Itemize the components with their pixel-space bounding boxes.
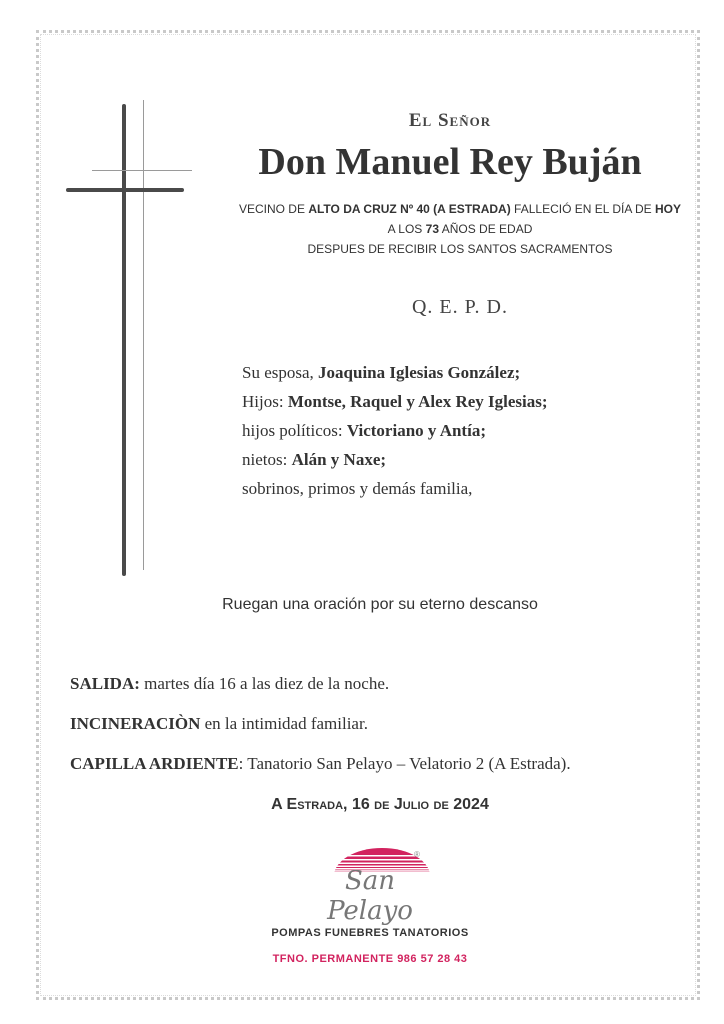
detail-salida: SALIDA: martes día 16 a las diez de la noche. — [70, 674, 390, 693]
date-line: A Estrada, 16 de Julio de 2024 — [271, 796, 489, 813]
age-line: A LOS 73 AÑOS DE EDAD — [387, 222, 533, 236]
company-name: POMPAS FUNEBRES TANATORIOS — [271, 927, 469, 939]
phone-number: TFNO. PERMANENTE 986 57 28 43 — [272, 953, 468, 965]
detail-incineracion: INCINERACIÒN en la intimidad familiar. — [70, 714, 368, 733]
family-row-others: sobrinos, primos y demás familia, — [242, 479, 473, 498]
service-details — [70, 664, 690, 784]
family-list — [242, 358, 702, 503]
qepd: Q. E. P. D. — [411, 296, 508, 318]
family-row-grandchildren: nietos: Alán y Naxe; — [242, 450, 387, 469]
residence-line: VECINO DE ALTO DA CRUZ Nº 40 (A ESTRADA) FALLECIÓ EN EL DÍA DE HOY — [238, 202, 682, 216]
logo-text: San Pelayo — [327, 866, 413, 926]
detail-capilla: CAPILLA ARDIENTE: Tanatorio San Pelayo – Velatorio 2 (A Estrada). — [70, 754, 571, 773]
prayer-request: Ruegan una oración por su eterno descanso — [222, 596, 538, 613]
family-row-children: Hijos: Montse, Raquel y Alex Rey Iglesias; — [242, 392, 548, 411]
title-prefix: El Señor — [408, 110, 492, 131]
family-row-inlaws: hijos políticos: Victoriano y Antía; — [242, 421, 486, 440]
registered-mark: ® — [414, 850, 420, 859]
deceased-name: Don Manuel Rey Buján — [258, 141, 642, 183]
family-row-spouse: Su esposa, Joaquina Iglesias González; — [242, 363, 521, 382]
sacraments-line: DESPUES DE RECIBIR LOS SANTOS SACRAMENTOS — [307, 242, 613, 256]
